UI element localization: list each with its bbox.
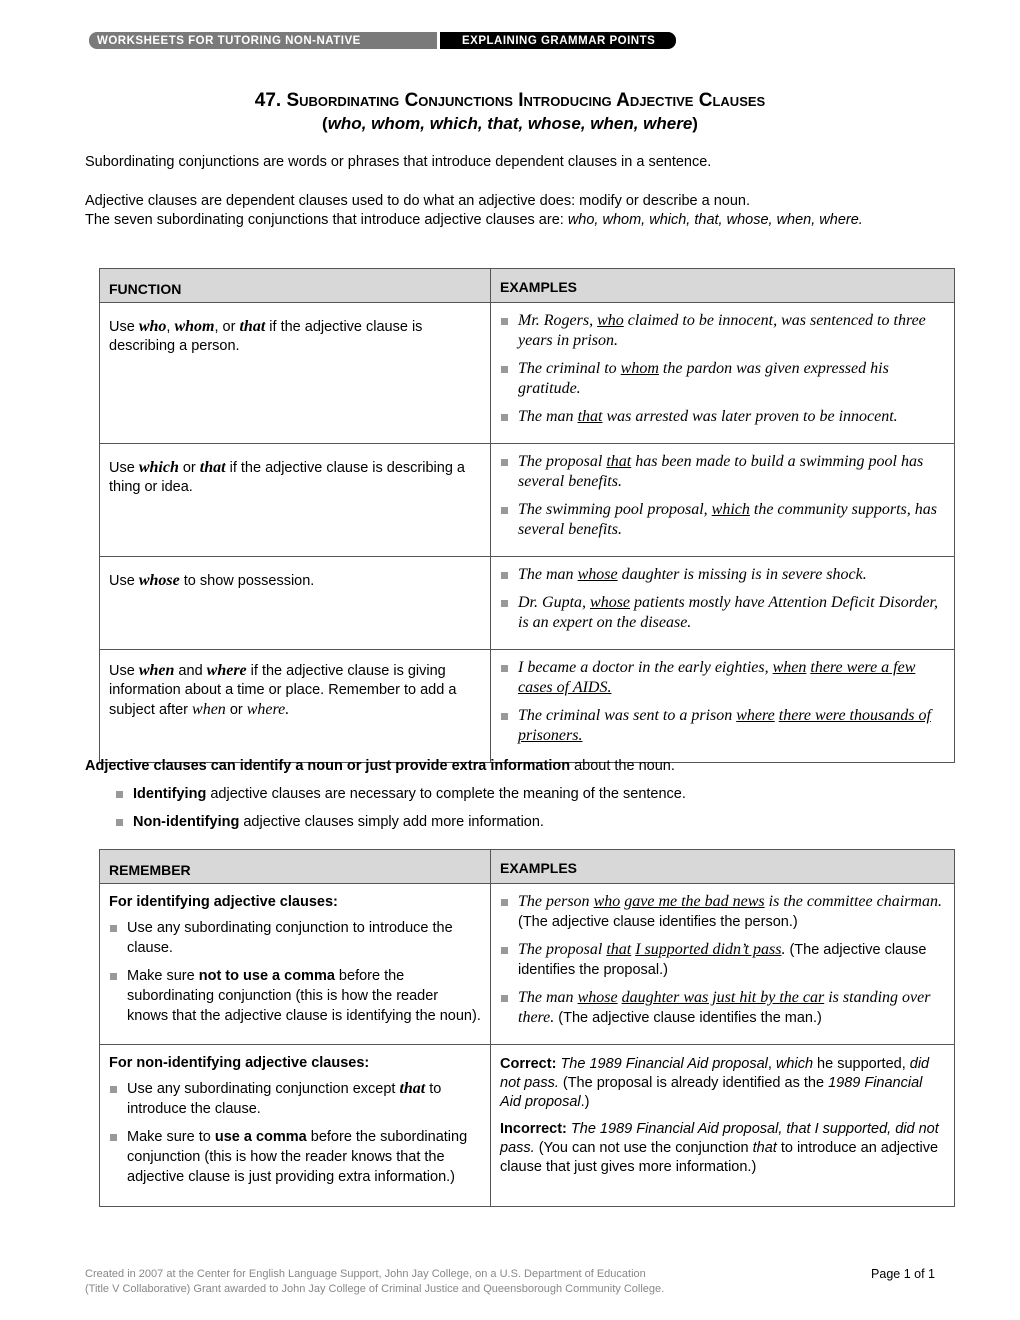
text-run: claimed to be innocent, was sentenced to three years in prison. xyxy=(518,312,926,349)
table-row xyxy=(100,884,955,1045)
title-word: Subordinating xyxy=(286,90,405,111)
text-run: was arrested was later proven to be innocent. xyxy=(602,408,898,425)
title-word: Clauses xyxy=(698,90,766,111)
bullet-list xyxy=(500,892,945,1028)
text-run: gave me the bad news xyxy=(624,893,765,910)
table-row xyxy=(100,557,955,650)
text-run: . xyxy=(781,941,786,958)
list-item xyxy=(115,813,686,832)
text-run: ) xyxy=(692,114,698,133)
function-cell xyxy=(100,303,491,444)
text-run: use a comma xyxy=(214,1129,307,1145)
page-subtitle xyxy=(0,113,1020,135)
text-run: that xyxy=(399,1080,426,1097)
text-run: which xyxy=(775,1056,814,1072)
text-run: where xyxy=(736,707,775,724)
incorrect-example xyxy=(500,1120,945,1177)
text-run: whose xyxy=(590,594,631,611)
bullet-list xyxy=(500,658,945,746)
text-run: who xyxy=(138,318,167,335)
page-number: Page 1 of 1 xyxy=(871,1267,935,1281)
text-run: whose xyxy=(138,572,180,589)
bullet-list xyxy=(500,565,945,633)
text-run: (You can not use the conjunction xyxy=(534,1140,753,1156)
correct-example xyxy=(500,1055,945,1112)
summary-lead xyxy=(85,757,675,776)
text-run: Adjective clauses are dependent clauses used to do what an adjective does: modify or describe a noun. xyxy=(85,193,750,209)
text-run: that xyxy=(606,453,632,470)
table-row xyxy=(100,650,955,763)
text-run: that xyxy=(606,941,632,958)
bullet-list xyxy=(500,452,945,540)
text-run: before the subordinating conjunction (this is how the reader knows that the adjective clause is identifying the noun). xyxy=(127,968,481,1024)
text-run: 1989 Financial Aid proposal xyxy=(500,1075,923,1110)
examples-cell xyxy=(491,557,955,650)
footer-credit xyxy=(85,1267,664,1297)
text-run: daughter was just hit by the car xyxy=(621,989,825,1006)
text-run: patients mostly have Attention Deficit Disorder, is an expert on the disease. xyxy=(518,594,938,631)
text-run: Use xyxy=(109,663,139,679)
text-run: I became a doctor in the early eighties, xyxy=(518,659,773,676)
text-run: , or xyxy=(214,319,240,335)
text-run: whose xyxy=(577,566,618,583)
text-run: about the noun. xyxy=(570,758,675,774)
topic-label: EXPLAINING GRAMMAR POINTS xyxy=(440,32,676,49)
text-run: if the adjective clause is giving information about a time or place. Remember to add a subject after xyxy=(109,663,457,718)
list-item xyxy=(500,706,945,746)
text-run: The criminal to xyxy=(518,360,621,377)
text-run: Use any subordinating conjunction to introduce the clause. xyxy=(127,920,453,956)
examples-cell xyxy=(491,1045,955,1207)
table-row xyxy=(100,303,955,444)
text-run: the pardon was given expressed his gratitude. xyxy=(518,360,889,397)
text-run: that xyxy=(199,459,226,476)
list-item xyxy=(109,918,481,958)
text-run: The 1989 Financial Aid proposal xyxy=(560,1056,768,1072)
footer-line: (Title V Collaborative) Grant awarded to John Jay College of Criminal Justice and Queensborough Community College. xyxy=(85,1283,665,1295)
text-run: Use xyxy=(109,573,139,589)
list-item xyxy=(109,1127,481,1187)
intro-paragraph xyxy=(85,192,750,211)
text-run: that xyxy=(752,1140,777,1156)
column-header: FUNCTION xyxy=(100,269,491,303)
footer-line: Created in 2007 at the Center for English Language Support, John Jay College, on a U.S. Department of Education xyxy=(85,1268,646,1280)
text-run: I supported didn’t pass xyxy=(635,941,782,958)
list-item xyxy=(500,892,945,932)
text-run: or xyxy=(178,460,200,476)
text-run: The seven subordinating conjunctions that introduce adjective clauses are: xyxy=(85,212,568,228)
text-run: adjective clauses are necessary to complete the meaning of the sentence. xyxy=(206,786,686,802)
bullet-list xyxy=(109,1079,481,1187)
table-row xyxy=(100,1045,955,1207)
function-cell xyxy=(100,444,491,557)
page-title xyxy=(0,90,1020,112)
text-run: whom xyxy=(620,360,659,377)
text-run: Non-identifying xyxy=(133,814,240,830)
examples-cell xyxy=(491,884,955,1045)
title-word: Conjunctions xyxy=(404,90,519,111)
list-item xyxy=(500,593,945,633)
text-run: and xyxy=(174,663,207,679)
remember-cell xyxy=(100,884,491,1045)
text-run: he supported, xyxy=(813,1056,910,1072)
text-run: The proposal xyxy=(518,941,607,958)
text-run: Make sure xyxy=(127,968,199,984)
title-word: Introducing xyxy=(518,90,617,111)
column-header: EXAMPLES xyxy=(491,269,955,303)
text-run: Subordinating conjunctions are words or phrases that introduce dependent clauses in a sentence. xyxy=(85,154,712,170)
bullet-list xyxy=(109,918,481,1026)
intro-paragraph xyxy=(85,153,711,172)
text-run: Use xyxy=(109,319,139,335)
text-run: before the subordinating conjunction (this is how the reader knows that the adjective clause is just providing extra information.) xyxy=(127,1129,468,1185)
text-run: the community supports, has several benefits. xyxy=(518,501,937,538)
text-run: Incorrect: xyxy=(500,1121,567,1137)
list-item xyxy=(500,988,945,1028)
text-run: when xyxy=(772,659,807,676)
text-run: .) xyxy=(580,1094,590,1110)
list-item xyxy=(500,359,945,399)
text-run: The criminal was sent to a prison xyxy=(518,707,737,724)
text-run: The man xyxy=(518,989,578,1006)
examples-cell xyxy=(491,444,955,557)
text-run: that xyxy=(577,408,603,425)
list-item xyxy=(500,407,945,427)
text-run: where. xyxy=(246,701,290,718)
text-run: or xyxy=(225,702,247,718)
text-run: The man xyxy=(518,566,578,583)
remember-cell xyxy=(100,1045,491,1207)
text-run: Make sure to xyxy=(127,1129,215,1145)
text-run: (The adjective clause identifies the person.) xyxy=(518,914,798,930)
text-run: (The adjective clause identifies the proposal.) xyxy=(518,942,927,978)
list-item xyxy=(500,452,945,492)
rule-heading: For non-identifying adjective clauses: xyxy=(109,1055,370,1071)
list-item xyxy=(109,966,481,1026)
text-run: when xyxy=(192,701,226,718)
text-run: whom xyxy=(174,318,215,335)
text-run: is the committee chairman. xyxy=(764,893,942,910)
text-run: if the adjective clause is describing a person. xyxy=(109,319,423,354)
text-run: who, whom, which, that, whose, when, where. xyxy=(567,212,863,228)
text-run: ( xyxy=(322,114,328,133)
list-item xyxy=(109,1079,481,1119)
text-run: that xyxy=(239,318,266,335)
text-run: to show possession. xyxy=(179,573,315,589)
list-item xyxy=(500,311,945,351)
text-run: is standing over there. xyxy=(518,989,931,1026)
text-run: not to use a comma xyxy=(198,968,335,984)
text-run: , xyxy=(767,1056,776,1072)
examples-cell xyxy=(491,650,955,763)
column-header: EXAMPLES xyxy=(491,850,955,884)
text-run: Correct: xyxy=(500,1056,557,1072)
table-row xyxy=(100,444,955,557)
text-run: daughter is missing is in severe shock. xyxy=(617,566,867,583)
bullet-list xyxy=(500,311,945,427)
remember-table xyxy=(99,849,955,1207)
text-run: The swimming pool proposal, xyxy=(518,501,712,518)
text-run: has been made to build a swimming pool has several benefits. xyxy=(518,453,924,490)
list-item xyxy=(500,940,945,980)
text-run: The proposal xyxy=(518,453,607,470)
text-run: which xyxy=(138,459,179,476)
text-run: (The adjective clause identifies the man.) xyxy=(554,1010,822,1026)
header-banner xyxy=(89,32,676,63)
text-run: if the adjective clause is describing a thing or idea. xyxy=(109,460,465,495)
text-run: there were thousands of prisoners. xyxy=(518,707,931,744)
intro-paragraph xyxy=(85,211,863,230)
list-item xyxy=(500,565,945,585)
text-run: who, whom, which, that, whose, when, where xyxy=(327,114,693,133)
text-run: , xyxy=(166,319,175,335)
text-run: whose xyxy=(577,989,618,1006)
text-run: Adjective clauses can identify a noun or just provide extra information xyxy=(85,758,571,774)
list-item xyxy=(500,500,945,540)
text-run: The 1989 Financial Aid proposal, that I supported, did not pass. xyxy=(500,1121,939,1156)
text-run: to introduce the clause. xyxy=(127,1081,442,1117)
summary-bullets xyxy=(115,785,686,841)
list-item xyxy=(500,658,945,698)
column-header: REMEMBER xyxy=(100,850,491,884)
text-run: The person xyxy=(518,893,594,910)
examples-cell xyxy=(491,303,955,444)
text-run: who xyxy=(597,312,624,329)
text-run: who xyxy=(593,893,621,910)
text-run: to introduce an adjective clause that just gives more information.) xyxy=(500,1140,939,1175)
function-cell xyxy=(100,557,491,650)
text-run: (The proposal is already identified as the xyxy=(558,1075,829,1091)
text-run: The man xyxy=(518,408,578,425)
text-run: Use any subordinating conjunction except xyxy=(127,1081,400,1097)
function-table xyxy=(99,268,955,763)
text-run: Use xyxy=(109,460,139,476)
text-run: Mr. Rogers, xyxy=(518,312,598,329)
text-run: Dr. Gupta, xyxy=(518,594,591,611)
text-run: Identifying xyxy=(133,786,207,802)
list-item xyxy=(115,785,686,804)
rule-heading: For identifying adjective clauses: xyxy=(109,894,338,910)
text-run: where xyxy=(206,662,247,679)
title-number: 47. xyxy=(254,90,287,111)
text-run: did not pass. xyxy=(500,1056,930,1091)
title-word: Adjective xyxy=(616,90,699,111)
text-run: when xyxy=(138,662,175,679)
function-cell xyxy=(100,650,491,763)
text-run: adjective clauses simply add more information. xyxy=(239,814,544,830)
text-run: which xyxy=(711,501,750,518)
text-run: there were a few cases of AIDS. xyxy=(518,659,916,696)
series-label: WORKSHEETS FOR TUTORING NON-NATIVE SPEAKERS xyxy=(89,32,437,49)
